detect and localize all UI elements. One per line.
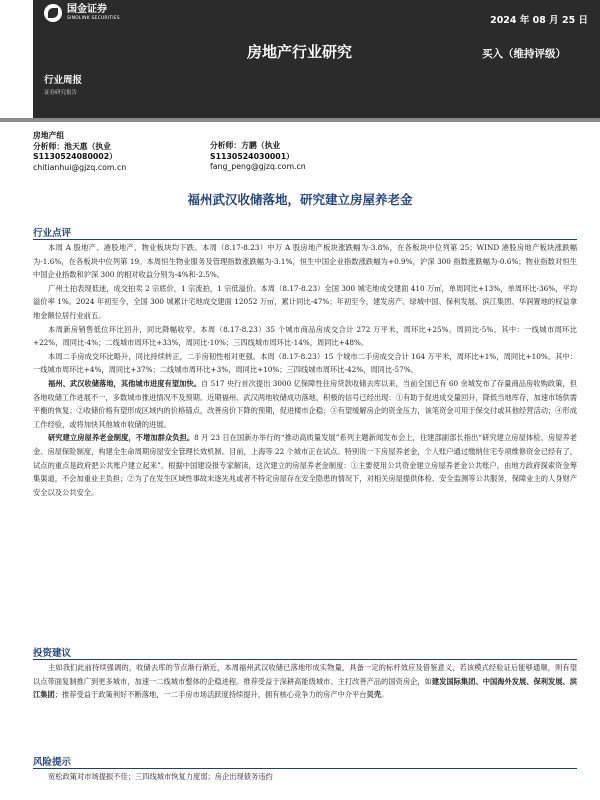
review-para-1: 本周 A 股地产、港股地产、物业板块均下跌。本周（8.17-8.23）中万 A 股房地产板块涨跌幅为-3.8%，在各板块中位列第 25；WIND 港股房地产板块涨跌幅为-1.6%，在各板块中位列第 19。本周恒生物业服务及管理指数涨跌幅为-3.1%，恒生中国企业指数涨跌幅为+0.9%，沪深 300 指数涨跌幅为-0.6%；物业指数对恒生中国企业指数和沪深 300 的相对收益分别为-4%和-2.5%。 (33, 243, 577, 280)
review-para-5 (33, 377, 577, 431)
report-date: 2024 年 08 月 25 日 (490, 15, 588, 26)
invest-para-1 (33, 661, 577, 702)
section-heading-invest: 投资建议 (33, 648, 72, 659)
section-rule-risk (33, 768, 577, 769)
invest-body (33, 661, 577, 702)
invest-para-1-cont: ；推荐受益于政策利好不断落地，一二手房市场活跃度持续提升，拥有核心竞争力的房产中介平台 (54, 690, 367, 700)
review-para-6-lead: 研究建立房屋养老金制度，不增加群众负担。 (48, 433, 195, 443)
risk-body (33, 770, 577, 784)
report-type: 行业周报 (44, 75, 83, 86)
analyst-block-1 (33, 131, 126, 173)
analyst-1-email[interactable]: chitianhui@gjzq.com.cn (33, 162, 127, 172)
review-para-6 (33, 431, 577, 499)
logo-cn: 国金证券 (67, 3, 107, 15)
review-para-2: 广州土拍表现低迷，成交拍卖 2 宗底价，1 宗流拍，1 宗低溢价。本周（8.17-8.23）全国 300 城宅地成交建面 410 万㎡，单周同比+13%，单周环比-36%，平均溢价率 1%。2024 年初至今，全国 300 城累计宅地成交建面 12052 万㎡，累计同比-47%；年初至今，建发房产、绿城中国、保利发展、滨江集团、华润置地的权益拿地金额位居行业前五。 (33, 283, 577, 320)
header-divider (0, 118, 600, 122)
logo-en: SINOLINK SECURITIES (67, 15, 120, 21)
brand-logo (44, 4, 120, 22)
analyst-2-email[interactable]: fang_peng@gjzq.com.cn (210, 162, 306, 172)
invest-para-1-text: 主如我们此前持续强调的，收储去库的节点渐行渐近，本周福州武汉收储已落地形成实物量，具备一定的标杆效应及借鉴意义，若该模式经验证后能够通顺，则有望以点带面复制推广到更多城市，加速一二线城市整体的企稳进程。推荐受益于深耕高能级城市、主打改善产品的国资房企，如 (33, 663, 577, 686)
risk-para-1: 宽松政策对市场提振不佳；三四线城市恢复力度弱；房企出现债务违约 (48, 772, 273, 781)
section-heading-review: 行业点评 (33, 228, 72, 239)
analyst-block-2 (210, 141, 306, 173)
rating-badge: 买入（维持评级） (482, 48, 566, 60)
invest-picks: 建发国际集团、中国海外发展、保利发展、滨江集团 (33, 676, 577, 700)
report-subtype: 证券研究报告 (44, 90, 78, 96)
headline: 福州武汉收储落地，研究建立房屋养老金 (187, 192, 413, 207)
section-rule-invest (33, 659, 577, 660)
review-para-5-body: 自 517 央行首次提出 3000 亿保障性住房贷款收储去库以来，当前全国已有 60 余城发布了存量商品房收购政策，但各地收储工作进展不一，多数城市推进情况不及预期。近期福州、武汉两地收储成功落地，积极的信号已经出现：①有助于促进成交量回升，降低当地库存，加速市场供需平衡的恢复；②收储价格有望形成区域内的价格锚点，改善房价下降的预期，促进楼市企稳；③有望缓解房企的资金压力，该笔资金可用于保交付或其他经营活动；④形成工作经验，或将加快其他城市收储的进展。 (33, 378, 577, 429)
analyst-1-name: 分析师：池天惠（执业 (33, 141, 111, 151)
invest-para-1-end: 。 (381, 690, 389, 700)
report-title: 房地产行业研究 (247, 43, 353, 61)
logo-mark-icon (44, 4, 62, 22)
review-para-4: 本周二手房成交环比略升，同比持续转正，二手房韧性相对更强。本周（8.17-8.23）15 个城市二手房成交合计 164 万平米，周环比+1%，周同比+10%。其中：一线城市周环比+4%，周同比+37%；二线城市周环比+3%，周同比+10%；三四线城市周环比-42%，周同比-57%。 (33, 351, 577, 375)
review-body (33, 241, 577, 499)
analyst-group: 房地产组 (33, 131, 65, 140)
review-para-6-body: 8 月 23 日在国新办举行的“推动高质量发展”系列主题新闻发布会上，住建部副部长指出“研究建立房屋体检、房屋养老金、房屋保险制度，构建全生命周期房屋安全管理长效机制。目前，上海等 22 个城市正在试点。特别说一下房屋养老金，个人账户通过缴纳住宅专项维修资金已经有了，试点的重点是政府把公共账户建立起来”。根据中国建设报专家解读，这次建立的房屋养老金制度：①主要使用公共资金建立房屋养老金公共账户，由地方政府探索资金筹集渠道，不会加重业主负担；②为了在发生区域性事故未逐先兆或者不特定房屋存在安全隐患的情况下，对相关房屋提供体检、安全监测等公共服务，保障业主的人身财产安全以及公共安全。 (33, 433, 577, 497)
review-para-5-lead: 福州、武汉收储落地，其他城市进度有望加快。 (48, 378, 201, 388)
review-para-3: 本周新房销售低位环比回升，同比降幅收窄。本周（8.17-8.23）35 个城市商品房成交合计 272 万平米，周环比+25%，周同比-5%。其中：一线城市周环比+22%，周同比-4%；二线城市周环比+33%，周同比-10%；三四线城市周环比-14%，周同比+48%。 (33, 324, 577, 348)
section-rule-review (33, 239, 577, 240)
analyst-2-name: 分析师：方鹏（执业 (210, 141, 281, 150)
invest-pick-beike: 贝壳 (366, 690, 382, 700)
analyst-2-id: S1130524030001） (210, 151, 294, 161)
analyst-1-id: S1130524080002） (33, 152, 117, 162)
section-heading-risk: 风险提示 (33, 757, 72, 768)
report-header (0, 0, 600, 118)
